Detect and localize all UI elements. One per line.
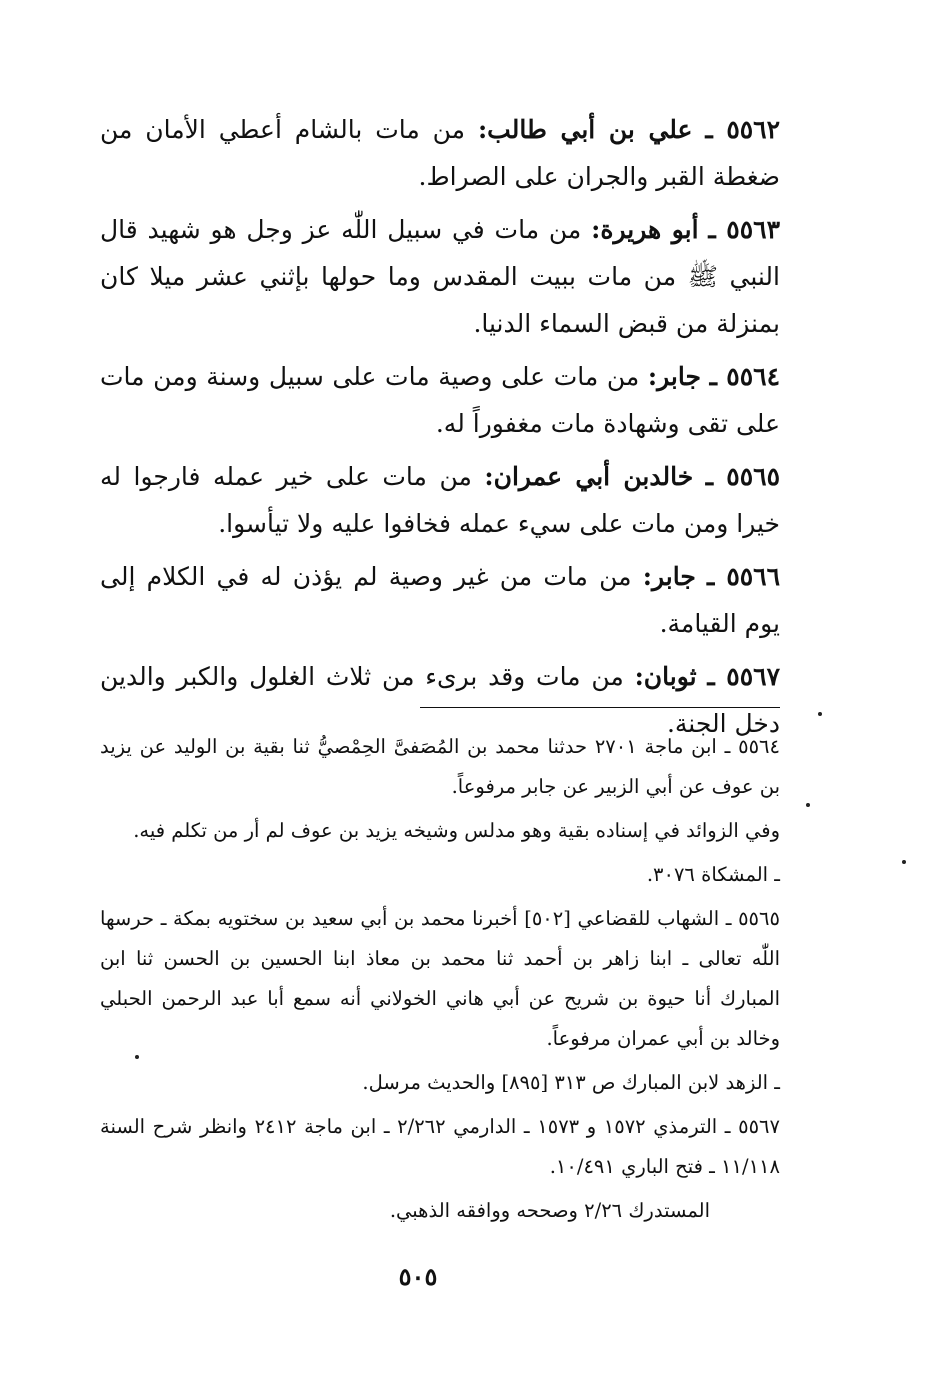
- scan-speck: [818, 712, 822, 716]
- footnote-remark: ـ الزهد لابن المبارك ص ٣١٣ [٨٩٥] والحديث مرسل.: [362, 1071, 780, 1094]
- footnote-remark: وفي الزوائد في إسناده بقية وهو مدلس وشيخه يزيد بن عوف لم أر من تكلم فيه.: [133, 819, 780, 842]
- footnotes: [100, 727, 780, 1235]
- entry-text: من مات على خير عمله فارجوا له خيرا ومن مات على سيء عمله فخافوا عليه ولا تيأسوا.: [100, 462, 780, 538]
- hadith-entry: [100, 353, 780, 447]
- scan-speck: [135, 1055, 139, 1059]
- hadith-entry: [100, 553, 780, 647]
- footnote-divider: [420, 707, 780, 708]
- scan-speck: [806, 803, 810, 807]
- footnote-remark: ـ المشكاة ٣٠٧٦.: [646, 863, 780, 886]
- entry-text: من مات بالشام أعطي الأمان من ضغطة القبر والجران على الصراط.: [100, 115, 780, 191]
- entry-number: ٥٥٦٧ ـ: [707, 662, 781, 691]
- entry-text: من مات من غير وصية لم يؤذن له في الكلام إلى يوم القيامة.: [100, 562, 780, 638]
- footnote: ٥٥٦٧ ـ الترمذي ١٥٧٢ و ١٥٧٣ ـ الدارمي ٢/٢٦٢ ـ ابن ماجة ٢٤١٢ وانظر شرح السنة ١١/١١٨ ـ فتح الباري ١٠/٤٩١.: [100, 1115, 781, 1178]
- entry-number: ٥٥٦٤ ـ: [709, 362, 781, 391]
- hadith-entry: [100, 453, 780, 547]
- entry-narrator: ثوبان:: [634, 662, 697, 691]
- entry-narrator: خالدبن أبي عمران:: [484, 462, 694, 491]
- main-text: [100, 106, 780, 753]
- entry-text: من مات على وصية مات على سبيل وسنة ومن مات على تقى وشهادة مات مغفوراً له.: [100, 362, 780, 438]
- footnote-group: [100, 1107, 780, 1231]
- footnote: ٥٥٦٤ ـ ابن ماجة ٢٧٠١ حدثنا محمد بن المُصَفىَّ الحِمْصيُّ ثنا بقية بن الوليد عن يزيد بن عوف عن أبي الزبير عن جابر مرفوعاً.: [100, 735, 781, 798]
- entry-number: ٥٥٦٢ ـ: [705, 115, 781, 144]
- entry-narrator: جابر:: [647, 362, 701, 391]
- entry-narrator: علي بن أبي طالب:: [477, 115, 693, 144]
- hadith-entry: [100, 206, 780, 347]
- entry-narrator: أبو هريرة:: [591, 215, 699, 244]
- entry-text: من مات وقد برىء من ثلاث الغلول والكبر والدين دخل الجنة.: [100, 662, 780, 738]
- footnote-remark: المستدرك ٢/٢٦ وصححه ووافقه الذهبي.: [389, 1199, 710, 1222]
- footnote-group: [100, 727, 780, 895]
- scan-speck: [902, 860, 906, 864]
- entry-number: ٥٥٦٦ ـ: [707, 562, 781, 591]
- entry-narrator: جابر:: [642, 562, 696, 591]
- page-number: ٥٠٥: [398, 1262, 438, 1291]
- entry-text: من مات في سبيل اللّٰه عز وجل هو شهيد قال النبي ﷺ من مات ببيت المقدس وما حولها بإثني عشر ميلا كان بمنزلة من قبض السماء الدنيا.: [100, 215, 780, 338]
- footnote-group: [100, 899, 780, 1103]
- footnote: ٥٥٦٥ ـ الشهاب للقضاعي [٥٠٢] أخبرنا محمد بن أبي سعيد بن سختويه بمكة ـ حرسها اللّٰه تعالى ـ ابنا زاهر بن أحمد ثنا محمد بن معاذ ابنا الحسين بن الحسن ثنا ابن المبارك أنا حيوة بن شريح عن أبي هاني الخولاني أنه سمع أبا عبد الرحمن الحبلي وخالد بن أبي عمران مرفوعاً.: [100, 907, 780, 1050]
- hadith-entry: [100, 106, 780, 200]
- entry-number: ٥٥٦٥ ـ: [705, 462, 780, 491]
- entry-number: ٥٥٦٣ ـ: [708, 215, 780, 244]
